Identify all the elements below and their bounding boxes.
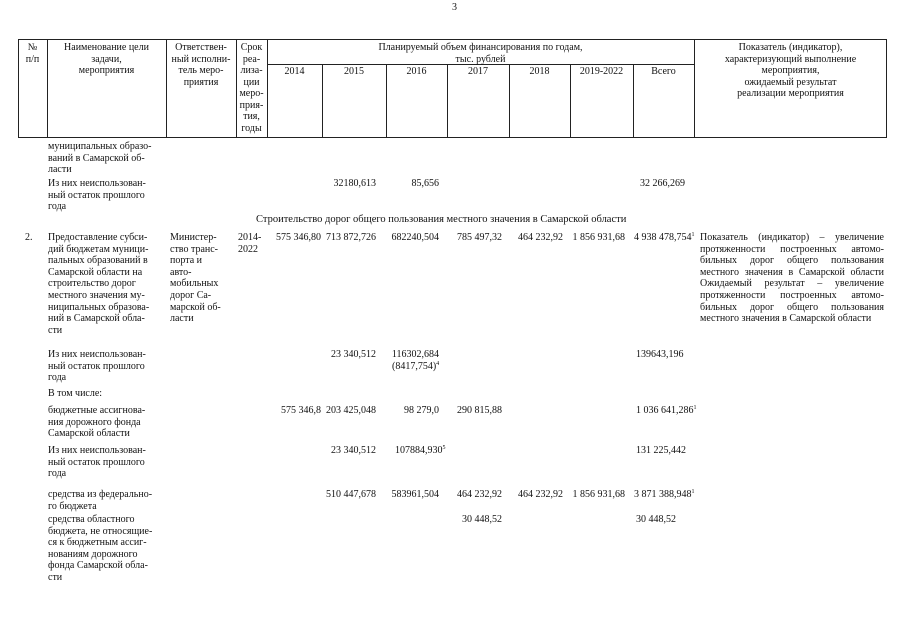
row-name: Предоставление субси- дий бюджетам муници- пальных образований в Самарской области на строительство дорог местного значения му- ниципальных образова- ний в Самарской обла- сти: [48, 232, 150, 336]
section-title: Строительство дорог общего пользования местного значения в Самарской области: [256, 214, 627, 225]
header-term: Срок реа- лиза- ции меро- прия- тия, годы: [239, 42, 264, 134]
federal-2016: 583961,504: [391, 489, 439, 500]
page-number: 3: [452, 2, 457, 13]
continuation-text: муниципальных образо- ваний в Самарской об- ласти: [48, 141, 152, 176]
header-year-2018: 2018: [529, 66, 550, 77]
road-fund-2015: 203 425,048: [326, 405, 376, 416]
row-number: 2.: [25, 232, 33, 243]
unused2-total: 139643,196: [636, 349, 684, 360]
road-fund-label: бюджетные ассигнова- ния дорожного фонда Самарской области: [48, 405, 146, 440]
unused3-2015: 23 340,512: [331, 445, 376, 456]
row-indicator: Показатель (индикатор) – увеличение протяженности построенных автомо-бильных дорог общего пользования местного значения в Самарской области Ожидаемый результат – увеличение протяженности построенных автомо-бильных дорог общего пользования местного значения в Самарской области: [700, 232, 884, 325]
header-year-2016: 2016: [406, 66, 427, 77]
row2-2019-2022: 1 856 931,68: [572, 232, 625, 243]
unused1-2015: 32180,613: [333, 178, 376, 189]
federal-label: средства из федерально- го бюджета: [48, 489, 153, 512]
header-name: Наименование цели задачи, мероприятия: [64, 42, 149, 76]
federal-2015: 510 447,678: [326, 489, 376, 500]
federal-2017: 464 232,92: [457, 489, 502, 500]
regional-label: средства областного бюджета, не относящие- ся к бюджетным ассиг- нованиям дорожного фонда Самарской обла- сти: [48, 514, 153, 583]
row-responsible: Министер- ство транс- порта и авто- мобильных дорог Са- марской об- ласти: [170, 232, 221, 325]
row-term: 2014- 2022: [238, 232, 262, 255]
road-fund-total: 1 036 641,286$^1$: [636, 405, 697, 416]
row2-2017: 785 497,32: [457, 232, 502, 243]
road-fund-2014: 575 346,8: [281, 405, 321, 416]
row2-2014: 575 346,80: [276, 232, 321, 243]
row2-2016: 682240,504: [391, 232, 439, 243]
federal-2019-2022: 1 856 931,68: [572, 489, 625, 500]
header-total: Всего: [651, 66, 676, 77]
header-num: № п/п: [25, 42, 40, 65]
unused3-2016: 107884,930$^5$: [395, 445, 446, 456]
road-fund-2017: 290 815,88: [457, 405, 502, 416]
road-fund-2016: 98 279,0: [404, 405, 439, 416]
federal-total: 3 871 388,948$^1$: [634, 489, 695, 500]
header-responsible: Ответствен- ный исполни- тель меро- приятия: [171, 42, 231, 88]
header-year-2014: 2014: [284, 66, 305, 77]
row2-2015: 713 872,726: [326, 232, 376, 243]
including-label: В том числе:: [48, 388, 103, 399]
row2-2018: 464 232,92: [518, 232, 563, 243]
regional-2017: 30 448,52: [462, 514, 502, 525]
header-year-2015: 2015: [344, 66, 364, 77]
unused2-2015: 23 340,512: [331, 349, 376, 360]
unused1-total: 32 266,269: [640, 178, 685, 189]
unused2-2016-extra: $(8417,754)^4$: [392, 361, 440, 372]
header-year-2017: 2017: [468, 66, 488, 77]
unused-balance-label: Из них неиспользован- ный остаток прошлого года: [48, 349, 146, 384]
header-funding: Планируемый объем финансирования по годам, тыс. рублей: [378, 42, 583, 65]
unused3-total: 131 225,442: [636, 445, 686, 456]
unused2-2016: 116302,684: [391, 349, 439, 360]
unused-balance-label: Из них неиспользован- ный остаток прошлого года: [48, 445, 146, 480]
row2-total: 4 938 478,754$^1$: [634, 232, 695, 243]
federal-2018: 464 232,92: [518, 489, 563, 500]
unused-balance-label: Из них неиспользован- ный остаток прошлого года: [48, 178, 146, 213]
unused1-2016: 85,656: [411, 178, 439, 189]
header-indicator: Показатель (индикатор), характеризующий выполнение мероприятия, ожидаемый результат реализации мероприятия: [724, 42, 857, 99]
header-year-2019-2022: 2019-2022: [579, 66, 624, 77]
regional-total: 30 448,52: [636, 514, 676, 525]
